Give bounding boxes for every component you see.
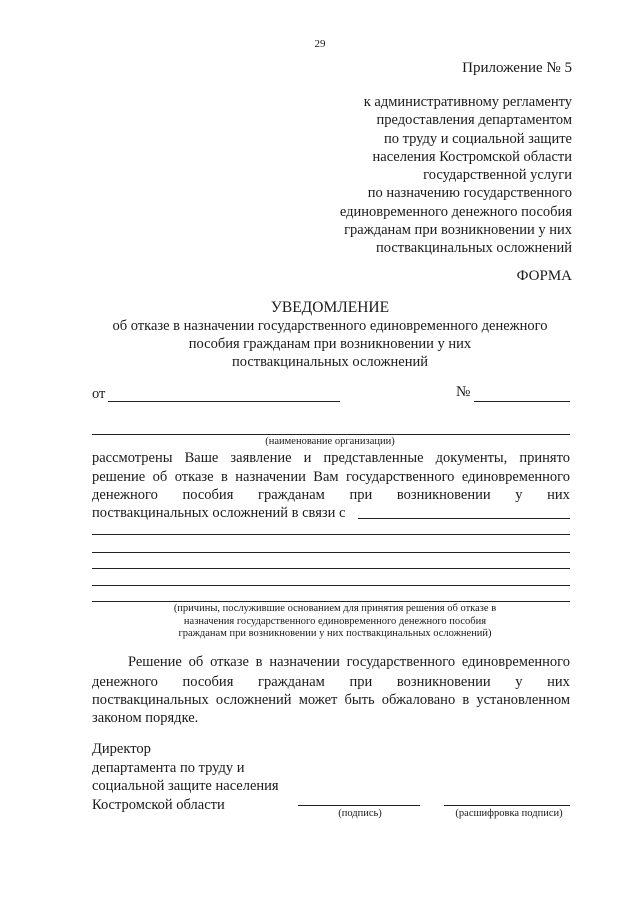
reasons-caption <box>150 603 520 641</box>
appeal-line-2: денежного пособия гражданам при возникновении у них <box>92 673 570 690</box>
signature-field-line[interactable] <box>298 805 420 806</box>
document-title-block <box>90 299 570 371</box>
appeal-line: поствакцинальных осложнений может быть обжаловано в установленном <box>92 692 570 708</box>
number-label: № <box>456 384 471 400</box>
reasons-caption-line: гражданам при возникновении у них поствакцинальных осложнений) <box>178 628 492 639</box>
signatory-line: департамента по труду и <box>92 759 245 776</box>
reason-field-line[interactable] <box>92 534 570 535</box>
reason-field-line[interactable] <box>92 552 570 553</box>
body-line: решение об отказе в назначении Вам государственного единовременного <box>92 468 570 485</box>
reasons-caption-line: (причины, послужившие основанием для принятия решения об отказе в <box>173 603 497 614</box>
signature-caption: (подпись) <box>338 808 382 819</box>
appeal-line: Решение об отказе в назначении государственного единовременного <box>128 654 570 670</box>
organization-caption: (наименование организации) <box>265 436 395 447</box>
organization-field-line[interactable] <box>92 434 570 435</box>
approval-line: государственной услуги <box>423 167 572 184</box>
approval-line: единовременного денежного пособия <box>339 203 572 220</box>
document-subtitle-line: об отказе в назначении государственного единовременного денежного <box>112 318 548 334</box>
date-field-line[interactable] <box>108 401 340 402</box>
signatory-line: Директор <box>92 741 151 757</box>
approval-line: по назначению государственного <box>367 185 572 202</box>
approval-line: поствакцинальных осложнений <box>375 240 572 257</box>
body-line: поствакцинальных осложнений в связи с <box>92 505 346 521</box>
reason-field-line[interactable] <box>92 585 570 586</box>
document-title: УВЕДОМЛЕНИЕ <box>270 299 390 316</box>
approval-line: по труду и социальной защите <box>383 130 572 147</box>
number-field-line[interactable] <box>474 401 570 402</box>
reason-field-line[interactable] <box>92 601 570 602</box>
approval-line: к административному регламенту <box>363 94 572 110</box>
signatory-line: социальной защите населения <box>92 778 279 795</box>
signatory-block <box>92 740 279 814</box>
reason-field-line[interactable] <box>358 518 570 519</box>
body-line: рассмотрены Ваше заявление и представленные документы, принято <box>92 450 570 466</box>
appeal-line: законом порядке. <box>92 709 199 726</box>
form-label: ФОРМА <box>516 268 572 284</box>
page-number: 29 <box>314 38 326 50</box>
document-subtitle-line: пособия гражданам при возникновении у них <box>188 336 472 352</box>
reason-field-line[interactable] <box>92 568 570 569</box>
document-subtitle-line: поствакцинальных осложнений <box>231 354 428 370</box>
decoding-field-line[interactable] <box>444 805 570 806</box>
approval-line: населения Костромской области <box>372 148 572 165</box>
reasons-caption-line: назначения государственного единовременного денежного пособия <box>183 615 487 627</box>
from-label: от <box>92 386 106 402</box>
approval-line: гражданам при возникновении у них <box>344 222 572 239</box>
body-line-3: денежного пособия гражданам при возникновении у них <box>92 487 570 503</box>
appendix-heading: Приложение № 5 <box>462 60 572 76</box>
approval-line: предоставления департаментом <box>376 112 572 129</box>
signatory-line: Костромской области <box>92 796 225 813</box>
approval-block <box>252 93 572 258</box>
decoding-caption: (расшифровка подписи) <box>455 808 563 819</box>
